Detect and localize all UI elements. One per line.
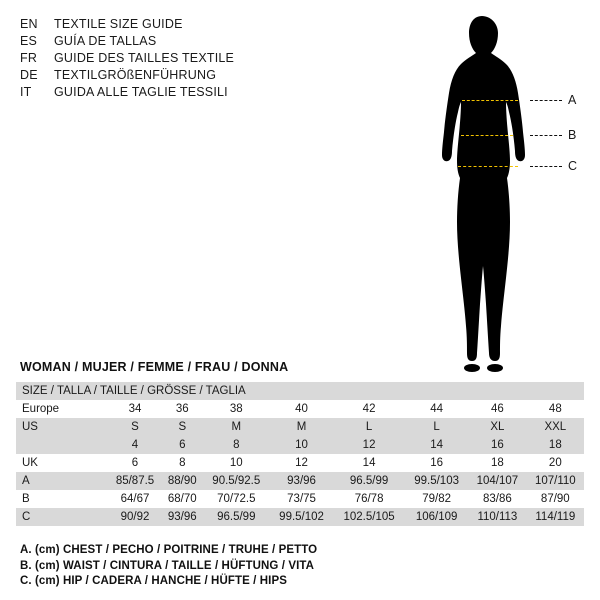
- table-row: [16, 436, 584, 454]
- language-code: ES: [20, 34, 38, 48]
- cell: L: [365, 421, 373, 433]
- row-label: US: [22, 421, 38, 433]
- marker-line-hip: [458, 166, 518, 167]
- table-header-row: [16, 382, 584, 400]
- table-row: [16, 508, 584, 526]
- table-row: [16, 400, 584, 418]
- cell: 107/110: [534, 475, 576, 487]
- cell: 12: [295, 457, 308, 469]
- marker-leader-waist: [530, 135, 562, 136]
- cell: 76/78: [354, 493, 384, 505]
- language-row: [20, 50, 350, 67]
- size-table: [16, 382, 584, 526]
- cell: 38: [229, 403, 243, 415]
- cell: 36: [175, 403, 189, 415]
- cell: 88/90: [167, 475, 197, 487]
- language-title: TEXTILE SIZE GUIDE: [54, 17, 183, 31]
- language-code: FR: [20, 51, 38, 65]
- cell: S: [178, 421, 187, 433]
- language-code: DE: [20, 68, 38, 82]
- cell: 4: [131, 439, 139, 451]
- cell: 70/72.5: [217, 493, 256, 505]
- cell: M: [231, 421, 242, 433]
- row-label: [16, 436, 108, 454]
- cell: 44: [430, 403, 443, 415]
- section-title: WOMAN / MUJER / FEMME / FRAU / DONNA: [20, 360, 289, 374]
- marker-label-b: B: [568, 128, 577, 142]
- cell: 64/67: [120, 493, 150, 505]
- language-title: GUÍA DE TALLAS: [54, 34, 157, 48]
- table-row: [16, 490, 584, 508]
- table-row: [16, 454, 584, 472]
- cell: 90.5/92.5: [212, 475, 261, 487]
- cell: 104/107: [476, 475, 519, 487]
- cell: 20: [548, 457, 562, 469]
- cell: 68/70: [167, 493, 197, 505]
- marker-label-c: C: [568, 159, 578, 173]
- cell: 99.5/103: [414, 475, 459, 487]
- cell: 96.5/99: [349, 475, 389, 487]
- cell: M: [296, 421, 307, 433]
- language-title: GUIDA ALLE TAGLIE TESSILI: [54, 85, 228, 99]
- cell: 14: [362, 457, 376, 469]
- cell: 6: [131, 457, 139, 469]
- cell: 87/90: [540, 493, 570, 505]
- marker-leader-hip: [530, 166, 562, 167]
- language-code: EN: [20, 17, 38, 31]
- cell: 42: [362, 403, 376, 415]
- cell: XXL: [544, 421, 567, 433]
- cell: 10: [229, 457, 243, 469]
- language-title: GUIDE DES TAILLES TEXTILE: [54, 51, 235, 65]
- cell: 40: [295, 403, 308, 415]
- cell: 8: [233, 439, 240, 451]
- row-label: A: [22, 475, 30, 487]
- language-row: [20, 33, 350, 50]
- cell: 83/86: [482, 493, 512, 505]
- cell: 48: [548, 403, 562, 415]
- figure-illustration: [400, 8, 595, 378]
- cell: 85/87.5: [115, 475, 155, 487]
- cell: 99.5/102: [279, 511, 324, 523]
- row-label: Europe: [22, 403, 60, 415]
- table-row: [16, 472, 584, 490]
- cell: 16: [490, 439, 504, 451]
- cell: 12: [362, 439, 376, 451]
- language-row: [20, 84, 350, 101]
- note-waist: B. (cm) WAIST / CINTURA / TAILLE / HÜFTUNG / VITA: [20, 559, 315, 572]
- table-row: [16, 418, 584, 436]
- cell: 8: [179, 457, 186, 469]
- cell: 79/82: [422, 493, 451, 505]
- cell: 34: [128, 403, 142, 415]
- cell: 102.5/105: [343, 511, 395, 523]
- row-label: UK: [22, 457, 38, 469]
- note-hip: C. (cm) HIP / CADERA / HANCHE / HÜFTE / HIPS: [20, 575, 288, 587]
- language-title: TEXTILGRÖßENFÜHRUNG: [54, 68, 217, 82]
- cell: 14: [430, 439, 443, 451]
- cell: 110/113: [477, 511, 518, 523]
- row-label: C: [22, 511, 31, 523]
- language-row: [20, 67, 350, 84]
- language-row: [20, 16, 350, 33]
- cell: 18: [548, 439, 562, 451]
- cell: 46: [490, 403, 504, 415]
- cell: L: [433, 421, 440, 433]
- marker-label-a: A: [568, 93, 577, 107]
- marker-line-chest: [462, 100, 518, 101]
- cell: XL: [490, 421, 505, 433]
- table-header-label: SIZE / TALLA / TAILLE / GRÖSSE / TAGLIA: [16, 382, 584, 400]
- cell: 96.5/99: [217, 511, 256, 523]
- cell: 18: [490, 457, 504, 469]
- female-silhouette-icon: [400, 8, 595, 378]
- cell: 16: [430, 457, 443, 469]
- note-chest: A. (cm) CHEST / PECHO / POITRINE / TRUHE / PETTO: [20, 544, 318, 556]
- cell: 93/96: [167, 511, 197, 523]
- cell: 106/109: [415, 511, 458, 523]
- language-code: IT: [20, 85, 32, 99]
- row-label: B: [22, 493, 30, 505]
- cell: 6: [179, 439, 186, 451]
- language-header-block: [20, 16, 350, 101]
- marker-leader-chest: [530, 100, 562, 101]
- measurement-notes: [20, 543, 580, 590]
- cell: 114/119: [535, 511, 576, 523]
- cell: 93/96: [287, 475, 316, 487]
- marker-line-waist: [461, 135, 513, 136]
- cell: 10: [295, 439, 308, 451]
- cell: S: [131, 421, 139, 433]
- cell: 90/92: [120, 511, 150, 523]
- cell: 73/75: [287, 493, 316, 505]
